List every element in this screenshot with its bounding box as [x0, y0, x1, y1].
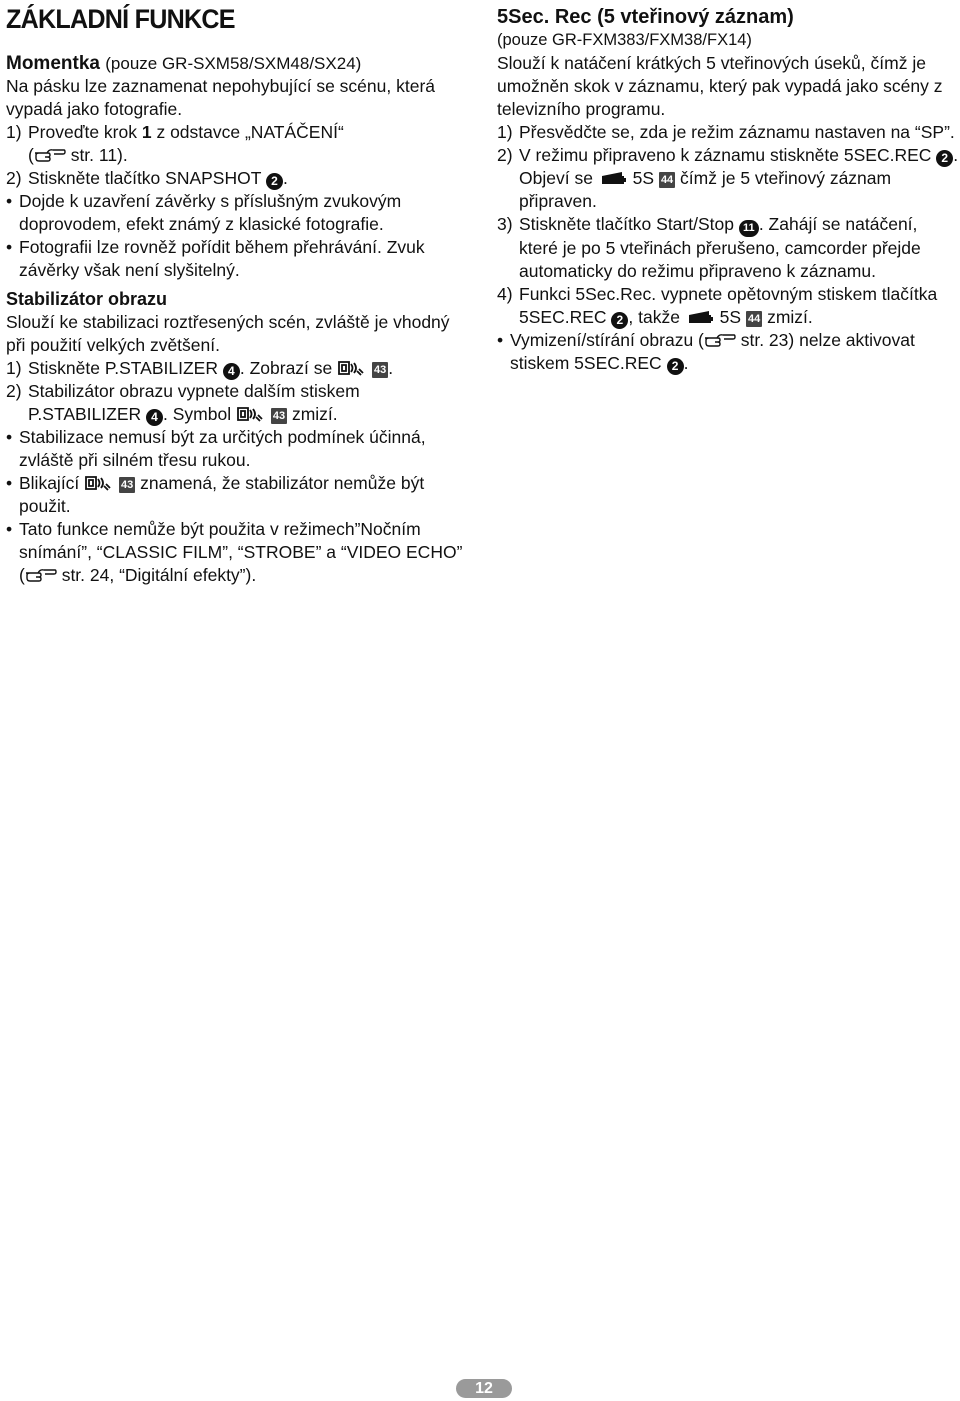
text-part: str. 11).: [65, 145, 128, 165]
momentka-subtitle: (pouze GR-SXM58/SXM48/SX24): [105, 54, 362, 73]
page-ref-box: 43: [374, 364, 387, 376]
bullet-text: Stabilizace nemusí být za určitých podmínek účinná, zvláště při silném třesu rukou.: [19, 427, 426, 470]
step-number: 1): [6, 358, 22, 378]
text-part: str. 24, “Digitální efekty”).: [56, 565, 257, 585]
stab-heading: Stabilizátor obrazu: [6, 289, 168, 309]
5sec-bullet: [497, 329, 960, 375]
camera-icon: [598, 169, 628, 187]
text-part: znamená, že stabilizátor nemůže být použit.: [19, 473, 425, 516]
stabilizer-icon: [236, 405, 266, 423]
pointing-hand-icon: [34, 147, 66, 163]
stab-bullet-3: [6, 518, 471, 587]
page-number: 12: [456, 1379, 512, 1398]
bullet-icon: •: [6, 519, 13, 539]
text-part: zmizí.: [287, 404, 338, 424]
button-ref-badge: 4: [146, 409, 163, 426]
bullet-icon: •: [6, 237, 13, 257]
momentka-bullet-2: [6, 236, 471, 282]
button-ref-badge: 2: [936, 150, 953, 167]
stab-step-2: [6, 380, 471, 426]
5sec-step-1: [497, 121, 960, 144]
momentka-bullet-1: [6, 190, 471, 236]
text-part: Stiskněte tlačítko Start/Stop: [519, 214, 739, 234]
stabilizer-icon: [84, 474, 114, 492]
text-part: zmizí.: [762, 307, 813, 327]
step-text: [28, 380, 471, 426]
text-part: . Objeví se: [519, 145, 959, 188]
text-part: Vymizení/stírání obrazu (: [510, 330, 704, 350]
step-number: 4): [497, 284, 513, 304]
bullet-icon: •: [497, 330, 504, 350]
text-part: (: [28, 145, 34, 165]
text-part: Proveďte krok: [28, 122, 142, 142]
stabilizer-icon: [337, 359, 367, 377]
text-part: V režimu připraveno k záznamu stiskněte 5SEC.REC: [519, 145, 937, 165]
step-text: [28, 167, 471, 190]
text-bold: 1: [141, 122, 152, 142]
page-ref-box: 44: [747, 313, 761, 325]
text-part: .: [282, 168, 288, 188]
momentka-step-2: [6, 167, 471, 190]
text-part: z odstavce „NATÁČENÍ“: [151, 122, 344, 142]
page-ref-box: 44: [660, 174, 674, 186]
stab-bullet-1: [6, 426, 471, 472]
bullet-text: Fotografii lze rovněž pořídit během přehrávání. Zvuk závěrky však není slyšitelný.: [19, 237, 425, 280]
bullet-text: [19, 472, 471, 518]
stab-step-1: [6, 357, 471, 380]
step-text: [519, 283, 960, 329]
bullet-text: Dojde k uzavření závěrky s příslušným zvukovým doprovodem, efekt známý z klasické fotografie.: [19, 191, 402, 234]
page-ref-box: 43: [121, 479, 134, 491]
text-part: , takže: [628, 307, 685, 327]
camera-icon: [685, 308, 715, 326]
text-part: Stiskněte tlačítko SNAPSHOT: [28, 168, 266, 188]
text-part: Blikající: [19, 473, 85, 493]
5sec-intro: Slouží k natáčení krátkých 5 vteřinových úseků, čímž je umožněn skok v záznamu, který pak vypadá jako scény z televizního programu.: [497, 53, 943, 119]
5sec-heading: 5Sec. Rec (5 vteřinový záznam): [497, 6, 794, 28]
step-number: 3): [497, 214, 513, 234]
step-number: 2): [6, 168, 22, 188]
step-number: 1): [497, 122, 513, 142]
text-part: Tato funkce nemůže být použita v režimech”Nočním snímání”, “CLASSIC FILM”, “STROBE” a “VIDEO ECHO” (: [19, 519, 463, 585]
step-text: [519, 144, 960, 213]
step-text: [28, 121, 471, 167]
page-title: ZÁKLADNÍ FUNKCE: [6, 4, 235, 34]
5sec-step-4: [497, 283, 960, 329]
button-ref-badge: 2: [611, 312, 628, 329]
text-part: . Zobrazí se: [239, 358, 338, 378]
momentka-title: Momentka: [6, 53, 100, 74]
momentka-intro: Na pásku lze zaznamenat nepohybující se scénu, která vypadá jako fotografie.: [6, 76, 435, 119]
right-column: [497, 0, 960, 375]
step-number: 1): [6, 122, 22, 142]
page-ref-box: 43: [272, 410, 286, 422]
bullet-text: [510, 329, 960, 375]
stab-intro: Slouží ke stabilizaci roztřesených scén, zvláště je vhodný při použití velkých zvětšení.: [6, 312, 450, 355]
5sec-step-3: [497, 213, 960, 283]
bullet-icon: •: [6, 473, 13, 493]
bullet-icon: •: [6, 427, 13, 447]
text-part: Stabilizátor obrazu vypnete dalším stiskem P.STABILIZER: [28, 381, 360, 424]
button-ref-badge: 2: [667, 358, 684, 375]
5sec-subtitle: (pouze GR-FXM383/FXM38/FX14): [497, 31, 752, 49]
button-ref-badge: 11: [739, 220, 759, 237]
momentka-step-1: [6, 121, 471, 167]
text-part: čímž je 5 vteřinový záznam připraven.: [519, 168, 892, 211]
text-part: str. 23) nelze aktivovat stiskem 5SEC.REC: [510, 330, 915, 373]
text-part: Stiskněte P.STABILIZER: [28, 358, 223, 378]
text-part: . Symbol: [163, 404, 236, 424]
step-text: [28, 357, 471, 380]
button-ref-badge: 2: [266, 173, 283, 190]
title-bar: [6, 0, 471, 44]
text-part: . Zahájí se natáčení, které je po 5 vteřinách přerušeno, camcorder přejde automaticky do režimu připraveno k záznamu.: [519, 214, 921, 281]
bullet-text: [19, 518, 471, 587]
text-part: .: [683, 353, 689, 373]
text-part: Funkci 5Sec.Rec. vypnete opětovným stiskem tlačítka 5SEC.REC: [519, 284, 938, 327]
stab-bullet-2: [6, 472, 471, 518]
text-part: 5S: [627, 168, 659, 188]
left-column: [6, 0, 471, 587]
pointing-hand-icon: [704, 332, 736, 348]
momentka-heading: [6, 52, 471, 75]
button-ref-badge: 4: [223, 363, 240, 380]
bullet-icon: •: [6, 191, 13, 211]
5sec-step-2: [497, 144, 960, 213]
step-number: 2): [6, 381, 22, 401]
step-text: [519, 213, 960, 283]
text-part: 5S: [714, 307, 746, 327]
step-text: Přesvědčte se, zda je režim záznamu nastaven na “SP”.: [519, 122, 955, 142]
text-part: .: [388, 358, 394, 378]
step-number: 2): [497, 145, 513, 165]
pointing-hand-icon: [25, 567, 57, 583]
